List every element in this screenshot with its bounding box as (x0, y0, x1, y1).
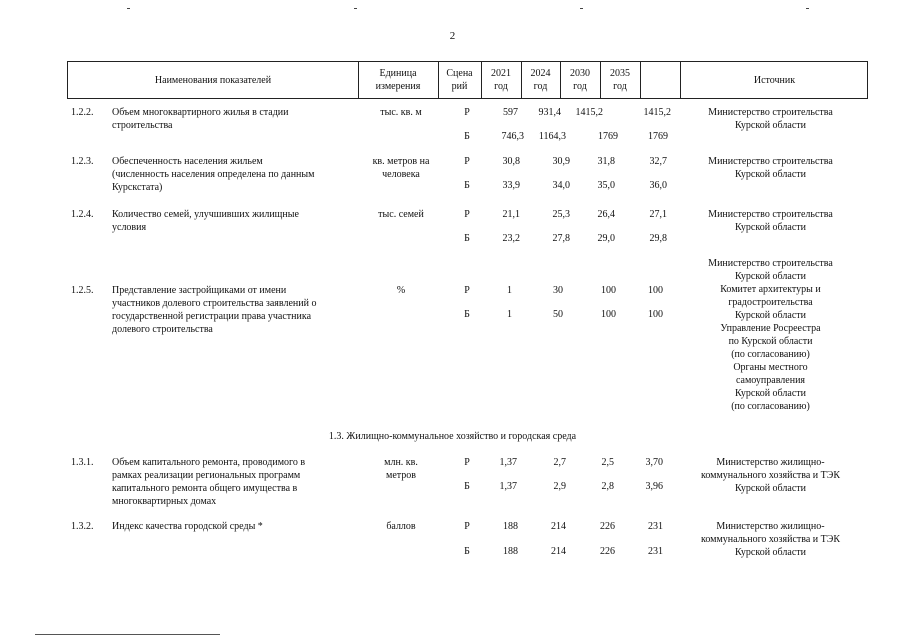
header-name: Наименования показателей (154, 74, 272, 86)
value-2024-b: 214 (551, 546, 566, 557)
value-2035-p: 3,70 (645, 457, 663, 468)
row-name: Представление застройщиками от имени участников долевого строительства заявлений о государственной регистрации права участника долевого строительства (112, 285, 317, 335)
scenario-b: Б (464, 546, 470, 557)
scenario-p: Р (464, 521, 470, 532)
value-2035-p: 1415,2 (643, 107, 671, 118)
value-2021-b: 1 (507, 309, 512, 320)
value-2035-p: 27,1 (649, 209, 667, 220)
header-source: Источник (753, 74, 796, 86)
value-2021-p: 1,37 (499, 457, 517, 468)
row-source: Министерство строительства Курской области (708, 107, 833, 131)
value-2035-p: 32,7 (649, 156, 667, 167)
row-name: Обеспеченность населения жильем (численность населения определена по данным Курскстата) (112, 156, 315, 193)
value-2024-b: 50 (553, 309, 563, 320)
row-name: Индекс качества городской среды * (112, 521, 263, 532)
scenario-b: Б (464, 481, 470, 492)
value-2035-b: 100 (648, 309, 663, 320)
row-source: Министерство жилищно- коммунального хозяйства и ТЭК Курской области (700, 457, 841, 494)
row-id: 1.3.1. (71, 457, 94, 468)
value-2021-b: 33,9 (502, 180, 520, 191)
scenario-p: Р (464, 107, 470, 118)
scan-mark (354, 8, 357, 9)
value-2024-p: 25,3 (552, 209, 570, 220)
value-2030-b: 100 (601, 309, 616, 320)
value-2035-b: 36,0 (649, 180, 667, 191)
row-source: Министерство строительства Курской области (708, 156, 833, 180)
row-unit: кв. метров на человека (372, 156, 430, 180)
value-2030-b: 35,0 (597, 180, 615, 191)
value-2024-p: 931,4 (538, 107, 561, 118)
value-2021-p: 30,8 (502, 156, 520, 167)
row-id: 1.2.2. (71, 107, 94, 118)
row-unit: баллов (386, 521, 416, 532)
value-2024-b: 27,8 (552, 233, 570, 244)
row-name: Объем капитального ремонта, проводимого в рамках реализации региональных программ капитального ремонта общего имущества в многоквартирных домах (112, 457, 306, 507)
value-2030-p: 2,5 (601, 457, 614, 468)
value-2024-p: 2,7 (553, 457, 566, 468)
value-2021-b: 188 (503, 546, 518, 557)
value-2030-p: 226 (600, 521, 615, 532)
row-unit: тыс. кв. м (380, 107, 422, 118)
value-2035-p: 100 (648, 285, 663, 296)
value-2021-b: 23,2 (502, 233, 520, 244)
footer-rule (35, 634, 220, 635)
value-2030-p: 31,8 (597, 156, 615, 167)
value-2035-b: 1769 (648, 131, 668, 142)
value-2030-b: 2,8 (601, 481, 614, 492)
row-id: 1.2.5. (71, 285, 94, 296)
value-2021-p: 21,1 (502, 209, 520, 220)
value-2030-p: 26,4 (597, 209, 615, 220)
row-unit: млн. кв. метров (384, 457, 418, 481)
row-source: Министерство строительства Курской области Комитет архитектуры и градостроительства Курской области Управление Росреестра по Курской области (по согласованию) Органы местного самоуправления Курской области (по согласованию) (708, 258, 833, 412)
scan-mark (127, 8, 130, 9)
scan-mark (580, 8, 583, 9)
value-2035-b: 231 (648, 546, 663, 557)
value-2024-b: 1164,3 (538, 131, 566, 142)
scenario-p: Р (464, 457, 470, 468)
scenario-b: Б (464, 131, 470, 142)
header-year-2021: 2021 год (491, 68, 511, 92)
value-2024-p: 30,9 (552, 156, 570, 167)
header-year-2024: 2024 год (530, 68, 551, 92)
scenario-p: Р (464, 285, 470, 296)
section-title: 1.3. Жилищно-коммунальное хозяйство и городская среда (328, 431, 577, 442)
row-name: Объем многоквартирного жилья в стадии строительства (112, 107, 289, 131)
header-unit: Единица измерения (375, 68, 421, 92)
table-header (67, 61, 868, 99)
value-2035-b: 3,96 (645, 481, 663, 492)
scenario-b: Б (464, 309, 470, 320)
value-2021-b: 1,37 (499, 481, 517, 492)
scenario-p: Р (464, 209, 470, 220)
value-2024-p: 30 (553, 285, 563, 296)
value-2021-p: 1 (507, 285, 512, 296)
value-2030-b: 1769 (598, 131, 618, 142)
row-unit: тыс. семей (378, 209, 424, 220)
value-2035-p: 231 (648, 521, 663, 532)
value-2021-b: 746,3 (501, 131, 524, 142)
value-2030-b: 226 (600, 546, 615, 557)
row-source: Министерство строительства Курской области (708, 209, 833, 233)
header-scenario: Сцена рий (446, 68, 473, 92)
value-2030-p: 1415,2 (575, 107, 603, 118)
row-name: Количество семей, улучшивших жилищные условия (112, 209, 299, 233)
value-2030-p: 100 (601, 285, 616, 296)
value-2021-p: 188 (503, 521, 518, 532)
row-id: 1.3.2. (71, 521, 94, 532)
value-2035-b: 29,8 (649, 233, 667, 244)
value-2024-b: 2,9 (553, 481, 566, 492)
scenario-b: Б (464, 233, 470, 244)
scan-mark (806, 8, 809, 9)
row-id: 1.2.4. (71, 209, 94, 220)
value-2024-p: 214 (551, 521, 566, 532)
value-2024-b: 34,0 (552, 180, 570, 191)
row-id: 1.2.3. (71, 156, 94, 167)
page-number: 2 (449, 30, 456, 42)
value-2021-p: 597 (503, 107, 518, 118)
row-source: Министерство жилищно- коммунального хозяйства и ТЭК Курской области (700, 521, 841, 558)
scenario-p: Р (464, 156, 470, 167)
header-year-2035: 2035 год (610, 68, 630, 92)
value-2030-b: 29,0 (597, 233, 615, 244)
row-unit: % (396, 285, 406, 296)
header-year-2030: 2030 год (570, 68, 590, 92)
scenario-b: Б (464, 180, 470, 191)
